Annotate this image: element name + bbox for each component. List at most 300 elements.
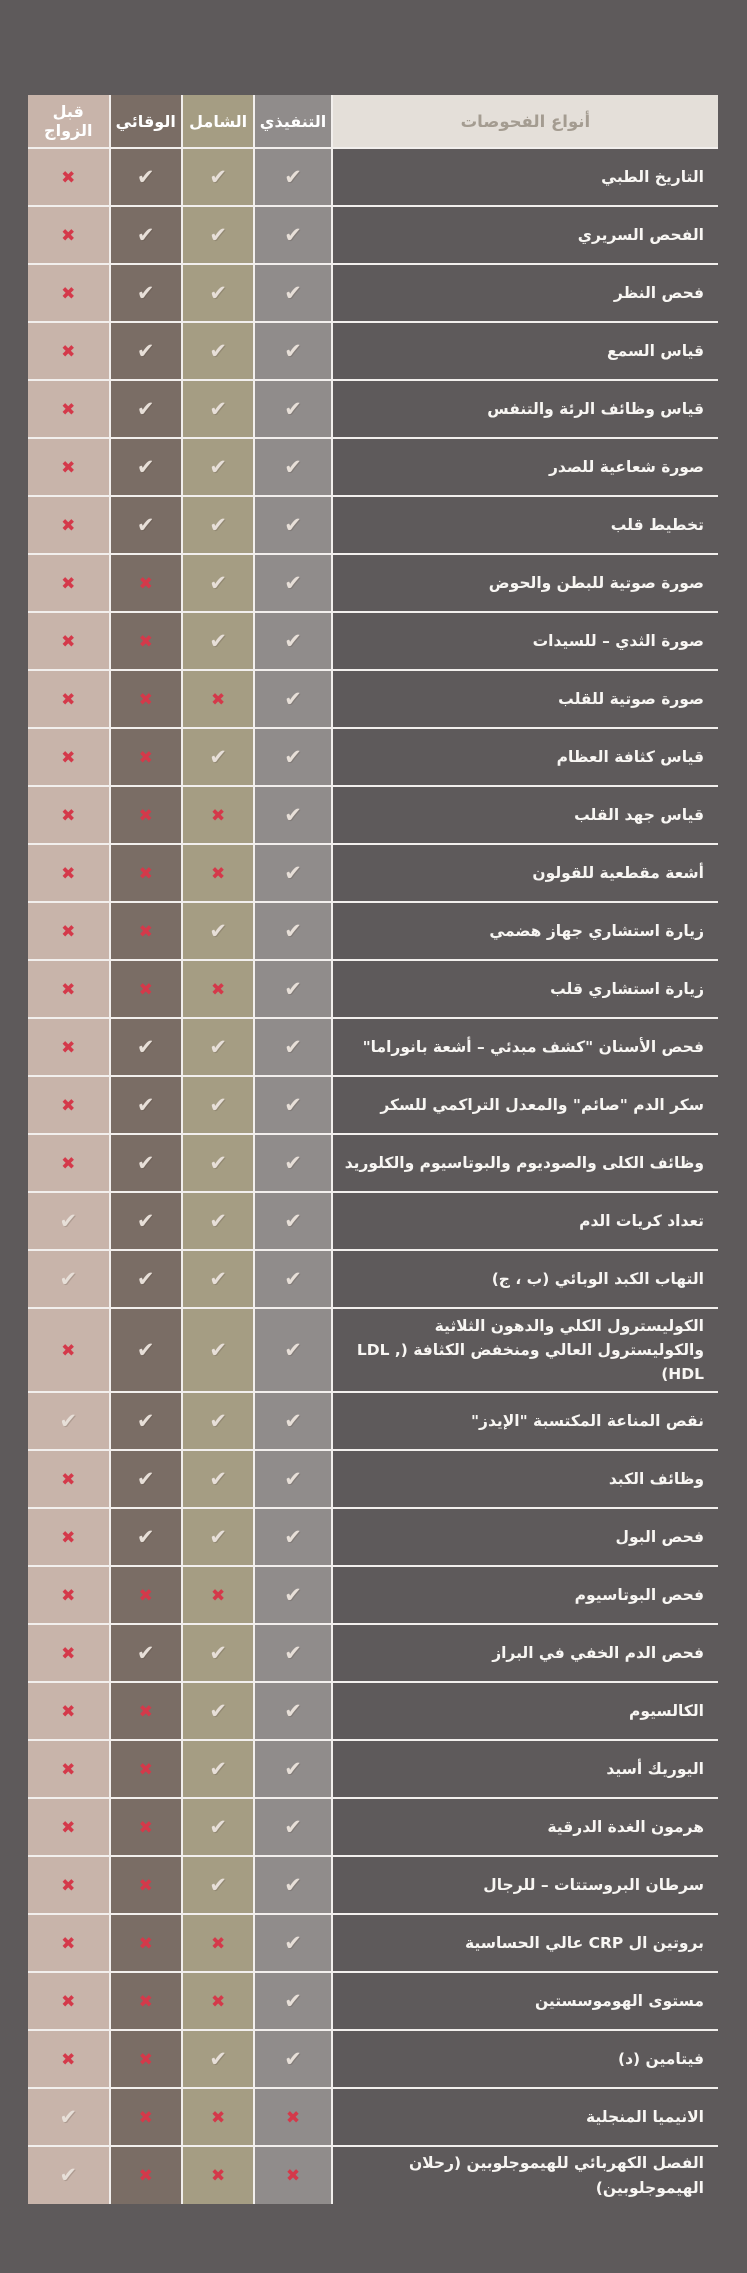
check-icon: ✔ xyxy=(59,1408,78,1433)
mark-cell-executive xyxy=(254,554,331,612)
mark-cell-executive xyxy=(254,496,331,554)
mark-cell-premarital xyxy=(28,670,110,728)
mark-cell-preventive xyxy=(110,1682,182,1740)
cross-icon: ✖ xyxy=(61,225,76,246)
mark-cell-executive xyxy=(254,786,331,844)
check-icon: ✔ xyxy=(284,396,302,421)
mark-cell-comprehensive xyxy=(182,2088,254,2146)
mark-cell-executive xyxy=(254,670,331,728)
table-row xyxy=(28,1134,718,1192)
cross-icon: ✖ xyxy=(61,863,76,884)
table-row xyxy=(28,1566,718,1624)
mark-cell-preventive xyxy=(110,2088,182,2146)
mark-cell-premarital xyxy=(28,380,110,438)
cross-icon: ✖ xyxy=(211,1991,226,2012)
table-row xyxy=(28,496,718,554)
table-row xyxy=(28,380,718,438)
mark-cell-premarital xyxy=(28,1508,110,1566)
table-row xyxy=(28,1250,718,1308)
cross-icon: ✖ xyxy=(138,1701,153,1722)
checkup-comparison-table xyxy=(28,95,718,2204)
mark-cell-comprehensive xyxy=(182,844,254,902)
table-row xyxy=(28,148,718,206)
check-icon: ✔ xyxy=(59,1208,78,1233)
mark-cell-executive xyxy=(254,844,331,902)
check-icon: ✔ xyxy=(209,222,227,247)
exam-name: وظائف الكلى والصوديوم والبوتاسيوم والكلوريد xyxy=(332,1134,718,1192)
mark-cell-preventive xyxy=(110,206,182,264)
cross-icon: ✖ xyxy=(138,2049,153,2070)
mark-cell-executive xyxy=(254,1740,331,1798)
table-row xyxy=(28,1856,718,1914)
cross-icon: ✖ xyxy=(61,1095,76,1116)
check-icon: ✔ xyxy=(136,280,155,305)
check-icon: ✔ xyxy=(209,2046,227,2071)
cross-icon: ✖ xyxy=(61,1340,76,1361)
check-icon: ✔ xyxy=(136,1337,155,1362)
mark-cell-comprehensive xyxy=(182,1566,254,1624)
mark-cell-premarital xyxy=(28,264,110,322)
mark-cell-premarital xyxy=(28,438,110,496)
cross-icon: ✖ xyxy=(138,863,153,884)
mark-cell-preventive xyxy=(110,1076,182,1134)
cross-icon: ✖ xyxy=(61,167,76,188)
table-row xyxy=(28,1972,718,2030)
mark-cell-preventive xyxy=(110,1192,182,1250)
cross-icon: ✖ xyxy=(138,2107,153,2128)
check-icon: ✔ xyxy=(59,1266,78,1291)
cross-icon: ✖ xyxy=(61,747,76,768)
mark-cell-preventive xyxy=(110,1450,182,1508)
cross-icon: ✖ xyxy=(61,1527,76,1548)
mark-cell-executive xyxy=(254,438,331,496)
check-icon: ✔ xyxy=(209,628,227,653)
exam-name: فحص البوتاسيوم xyxy=(332,1566,718,1624)
mark-cell-executive xyxy=(254,380,331,438)
cross-icon: ✖ xyxy=(211,689,226,710)
table-row xyxy=(28,1450,718,1508)
mark-cell-comprehensive xyxy=(182,1076,254,1134)
cross-icon: ✖ xyxy=(61,1469,76,1490)
mark-cell-executive xyxy=(254,612,331,670)
cross-icon: ✖ xyxy=(138,921,153,942)
mark-cell-preventive xyxy=(110,554,182,612)
check-icon: ✔ xyxy=(136,338,155,363)
mark-cell-executive xyxy=(254,728,331,786)
mark-cell-premarital xyxy=(28,1740,110,1798)
check-icon: ✔ xyxy=(209,570,227,595)
cross-icon: ✖ xyxy=(138,1585,153,1606)
mark-cell-premarital xyxy=(28,322,110,380)
mark-cell-executive xyxy=(254,1308,331,1392)
table-row xyxy=(28,902,718,960)
exam-name: هرمون الغدة الدرقية xyxy=(332,1798,718,1856)
mark-cell-premarital xyxy=(28,206,110,264)
mark-cell-premarital xyxy=(28,1566,110,1624)
mark-cell-comprehensive xyxy=(182,322,254,380)
mark-cell-preventive xyxy=(110,1308,182,1392)
mark-cell-preventive xyxy=(110,322,182,380)
check-icon: ✔ xyxy=(136,1524,155,1549)
mark-cell-comprehensive xyxy=(182,496,254,554)
check-icon: ✔ xyxy=(284,1408,302,1433)
mark-cell-premarital xyxy=(28,844,110,902)
exam-name: صورة الثدي – للسيدات xyxy=(332,612,718,670)
cross-icon: ✖ xyxy=(61,573,76,594)
mark-cell-executive xyxy=(254,1192,331,1250)
mark-cell-preventive xyxy=(110,1740,182,1798)
check-icon: ✔ xyxy=(209,512,227,537)
cross-icon: ✖ xyxy=(61,457,76,478)
cross-icon: ✖ xyxy=(61,2049,76,2070)
check-icon: ✔ xyxy=(284,1988,302,2013)
check-icon: ✔ xyxy=(284,976,302,1001)
check-icon: ✔ xyxy=(209,454,227,479)
mark-cell-comprehensive xyxy=(182,148,254,206)
table-row xyxy=(28,670,718,728)
exam-name: وظائف الكبد xyxy=(332,1450,718,1508)
cross-icon: ✖ xyxy=(61,515,76,536)
column-header-preventive: الوقائي xyxy=(110,95,182,148)
mark-cell-preventive xyxy=(110,1624,182,1682)
cross-icon: ✖ xyxy=(211,2166,226,2186)
check-icon: ✔ xyxy=(284,1208,302,1233)
cross-icon: ✖ xyxy=(138,1933,153,1954)
mark-cell-comprehensive xyxy=(182,1914,254,1972)
check-icon: ✔ xyxy=(284,860,302,885)
cross-icon: ✖ xyxy=(211,863,226,884)
check-icon: ✔ xyxy=(209,338,227,363)
table-row xyxy=(28,1192,718,1250)
cross-icon: ✖ xyxy=(211,2107,226,2128)
mark-cell-comprehensive xyxy=(182,1018,254,1076)
mark-cell-preventive xyxy=(110,1250,182,1308)
mark-cell-premarital xyxy=(28,1250,110,1308)
table-row xyxy=(28,1682,718,1740)
exam-name: زيارة استشاري قلب xyxy=(332,960,718,1018)
mark-cell-premarital xyxy=(28,612,110,670)
cross-icon: ✖ xyxy=(61,689,76,710)
cross-icon: ✖ xyxy=(138,1759,153,1780)
mark-cell-premarital xyxy=(28,1972,110,2030)
check-icon: ✔ xyxy=(209,1524,227,1549)
mark-cell-premarital xyxy=(28,1624,110,1682)
mark-cell-premarital xyxy=(28,496,110,554)
mark-cell-preventive xyxy=(110,264,182,322)
check-icon: ✔ xyxy=(209,1150,227,1175)
table-row xyxy=(28,786,718,844)
cross-icon: ✖ xyxy=(61,805,76,826)
check-icon: ✔ xyxy=(284,570,302,595)
check-icon: ✔ xyxy=(136,454,155,479)
mark-cell-premarital xyxy=(28,1018,110,1076)
cross-icon: ✖ xyxy=(61,1875,76,1896)
mark-cell-preventive xyxy=(110,1798,182,1856)
check-icon: ✔ xyxy=(284,802,302,827)
exam-name: تعداد كريات الدم xyxy=(332,1192,718,1250)
mark-cell-premarital xyxy=(28,1450,110,1508)
cross-icon: ✖ xyxy=(61,1759,76,1780)
cross-icon: ✖ xyxy=(138,979,153,1000)
check-icon: ✔ xyxy=(209,1756,227,1781)
mark-cell-premarital xyxy=(28,2030,110,2088)
mark-cell-preventive xyxy=(110,960,182,1018)
table-row xyxy=(28,438,718,496)
mark-cell-comprehensive xyxy=(182,670,254,728)
mark-cell-premarital xyxy=(28,2088,110,2146)
check-icon: ✔ xyxy=(136,222,155,247)
mark-cell-comprehensive xyxy=(182,264,254,322)
mark-cell-preventive xyxy=(110,2030,182,2088)
mark-cell-executive xyxy=(254,1972,331,2030)
table-row xyxy=(28,1076,718,1134)
cross-icon: ✖ xyxy=(61,1933,76,1954)
mark-cell-preventive xyxy=(110,1018,182,1076)
cross-icon: ✖ xyxy=(61,1817,76,1838)
mark-cell-preventive xyxy=(110,1134,182,1192)
mark-cell-comprehensive xyxy=(182,1508,254,1566)
mark-cell-executive xyxy=(254,2030,331,2088)
mark-cell-executive xyxy=(254,960,331,1018)
exam-name: فحص الأسنان "كشف مبدئي – أشعة بانوراما" xyxy=(332,1018,718,1076)
exam-name: الفحص السريري xyxy=(332,206,718,264)
mark-cell-premarital xyxy=(28,554,110,612)
exam-name: قياس السمع xyxy=(332,322,718,380)
check-icon: ✔ xyxy=(209,1266,227,1291)
mark-cell-comprehensive xyxy=(182,786,254,844)
mark-cell-executive xyxy=(254,1018,331,1076)
mark-cell-preventive xyxy=(110,844,182,902)
check-icon: ✔ xyxy=(284,1150,302,1175)
exam-name: أشعة مقطعية للقولون xyxy=(332,844,718,902)
check-icon: ✔ xyxy=(209,1034,227,1059)
mark-cell-comprehensive xyxy=(182,380,254,438)
mark-cell-preventive xyxy=(110,728,182,786)
check-icon: ✔ xyxy=(284,1582,302,1607)
check-icon: ✔ xyxy=(284,1337,302,1362)
check-icon: ✔ xyxy=(136,1466,155,1491)
table-row xyxy=(28,1392,718,1450)
mark-cell-comprehensive xyxy=(182,1192,254,1250)
exam-name: الكالسيوم xyxy=(332,1682,718,1740)
check-icon: ✔ xyxy=(209,918,227,943)
mark-cell-comprehensive xyxy=(182,554,254,612)
mark-cell-preventive xyxy=(110,670,182,728)
check-icon: ✔ xyxy=(284,1092,302,1117)
cross-icon: ✖ xyxy=(138,1875,153,1896)
exam-name: نقص المناعة المكتسبة "الإيدز" xyxy=(332,1392,718,1450)
mark-cell-comprehensive xyxy=(182,1250,254,1308)
mark-cell-comprehensive xyxy=(182,1392,254,1450)
table-row xyxy=(28,264,718,322)
cross-icon: ✖ xyxy=(61,1585,76,1606)
exam-name: سرطان البروستتات – للرجال xyxy=(332,1856,718,1914)
mark-cell-preventive xyxy=(110,786,182,844)
cross-icon: ✖ xyxy=(285,2166,301,2186)
exam-name: التهاب الكبد الوبائي (ب ، ج) xyxy=(332,1250,718,1308)
cross-icon: ✖ xyxy=(285,2107,301,2128)
table-row xyxy=(28,206,718,264)
cross-icon: ✖ xyxy=(61,631,76,652)
exam-name: فحص الدم الخفي في البراز xyxy=(332,1624,718,1682)
mark-cell-comprehensive xyxy=(182,1798,254,1856)
mark-cell-premarital xyxy=(28,786,110,844)
mark-cell-executive xyxy=(254,1566,331,1624)
mark-cell-executive xyxy=(254,1624,331,1682)
cross-icon: ✖ xyxy=(138,631,153,652)
cross-icon: ✖ xyxy=(138,2166,153,2186)
mark-cell-premarital xyxy=(28,1856,110,1914)
mark-cell-executive xyxy=(254,264,331,322)
table-row xyxy=(28,1018,718,1076)
mark-cell-premarital xyxy=(28,2146,110,2204)
table-row xyxy=(28,554,718,612)
table-row xyxy=(28,2146,718,2204)
cross-icon: ✖ xyxy=(61,341,76,362)
mark-cell-preventive xyxy=(110,612,182,670)
check-icon: ✔ xyxy=(284,1266,302,1291)
check-icon: ✔ xyxy=(284,1698,302,1723)
cross-icon: ✖ xyxy=(138,805,153,826)
mark-cell-preventive xyxy=(110,1508,182,1566)
mark-cell-preventive xyxy=(110,902,182,960)
table-row xyxy=(28,960,718,1018)
mark-cell-comprehensive xyxy=(182,2030,254,2088)
mark-cell-preventive xyxy=(110,1856,182,1914)
table-row xyxy=(28,844,718,902)
mark-cell-premarital xyxy=(28,1192,110,1250)
mark-cell-comprehensive xyxy=(182,1450,254,1508)
check-icon: ✔ xyxy=(209,1092,227,1117)
column-header-comprehensive: الشامل xyxy=(182,95,254,148)
check-icon: ✔ xyxy=(209,1208,227,1233)
check-icon: ✔ xyxy=(136,396,155,421)
check-icon: ✔ xyxy=(209,164,227,189)
exam-name: قياس كثافة العظام xyxy=(332,728,718,786)
table-row xyxy=(28,1914,718,1972)
exam-name: بروتين ال CRP عالي الحساسية xyxy=(332,1914,718,1972)
table-row xyxy=(28,612,718,670)
mark-cell-preventive xyxy=(110,1914,182,1972)
check-icon: ✔ xyxy=(209,1698,227,1723)
table-row xyxy=(28,1740,718,1798)
mark-cell-executive xyxy=(254,1392,331,1450)
check-icon: ✔ xyxy=(284,628,302,653)
table-row xyxy=(28,1508,718,1566)
mark-cell-preventive xyxy=(110,496,182,554)
exam-name: الانيميا المنجلية xyxy=(332,2088,718,2146)
check-icon: ✔ xyxy=(284,222,302,247)
cross-icon: ✖ xyxy=(138,747,153,768)
mark-cell-premarital xyxy=(28,1076,110,1134)
check-icon: ✔ xyxy=(59,2163,78,2187)
mark-cell-comprehensive xyxy=(182,2146,254,2204)
mark-cell-executive xyxy=(254,1450,331,1508)
exam-name: اليوريك أسيد xyxy=(332,1740,718,1798)
table-row xyxy=(28,322,718,380)
cross-icon: ✖ xyxy=(61,1991,76,2012)
cross-icon: ✖ xyxy=(61,1701,76,1722)
cross-icon: ✖ xyxy=(211,979,226,1000)
cross-icon: ✖ xyxy=(61,921,76,942)
mark-cell-executive xyxy=(254,322,331,380)
exam-name: فحص النظر xyxy=(332,264,718,322)
mark-cell-executive xyxy=(254,1798,331,1856)
check-icon: ✔ xyxy=(136,1092,155,1117)
cross-icon: ✖ xyxy=(211,1933,226,1954)
table-row xyxy=(28,2088,718,2146)
mark-cell-comprehensive xyxy=(182,612,254,670)
exam-name: الفصل الكهربائي للهيموجلوبين (رحلان الهيموجلوبين) xyxy=(408,2154,704,2197)
table-body xyxy=(28,148,718,2204)
check-icon: ✔ xyxy=(136,1640,155,1665)
check-icon: ✔ xyxy=(284,1930,302,1955)
table-row xyxy=(28,1308,718,1392)
table-row xyxy=(28,1624,718,1682)
check-icon: ✔ xyxy=(136,1208,155,1233)
mark-cell-executive xyxy=(254,1508,331,1566)
exam-name: سكر الدم "صائم" والمعدل التراكمي للسكر xyxy=(332,1076,718,1134)
mark-cell-executive xyxy=(254,1856,331,1914)
cross-icon: ✖ xyxy=(61,1037,76,1058)
cross-icon: ✖ xyxy=(211,1585,226,1606)
check-icon: ✔ xyxy=(284,280,302,305)
exam-name: زيارة استشاري جهاز هضمي xyxy=(332,902,718,960)
exam-name: التاريخ الطبي xyxy=(332,148,718,206)
mark-cell-premarital xyxy=(28,902,110,960)
cross-icon: ✖ xyxy=(61,283,76,304)
mark-cell-executive xyxy=(254,1076,331,1134)
header-row xyxy=(28,95,718,148)
check-icon: ✔ xyxy=(284,512,302,537)
mark-cell-executive xyxy=(254,1134,331,1192)
cross-icon: ✖ xyxy=(138,573,153,594)
mark-cell-premarital xyxy=(28,1392,110,1450)
mark-cell-comprehensive xyxy=(182,1856,254,1914)
check-icon: ✔ xyxy=(284,338,302,363)
mark-cell-comprehensive xyxy=(182,1134,254,1192)
mark-cell-premarital xyxy=(28,1682,110,1740)
cross-icon: ✖ xyxy=(138,1991,153,2012)
mark-cell-preventive xyxy=(110,438,182,496)
mark-cell-preventive xyxy=(110,148,182,206)
check-icon: ✔ xyxy=(136,1150,155,1175)
mark-cell-comprehensive xyxy=(182,1682,254,1740)
check-icon: ✔ xyxy=(136,1266,155,1291)
table-row xyxy=(28,1798,718,1856)
mark-cell-executive xyxy=(254,2088,331,2146)
check-icon: ✔ xyxy=(209,396,227,421)
mark-cell-preventive xyxy=(110,1972,182,2030)
mark-cell-comprehensive xyxy=(182,1308,254,1392)
cross-icon: ✖ xyxy=(211,805,226,826)
column-header-exam-types: أنواع الفحوصات xyxy=(332,95,718,148)
mark-cell-premarital xyxy=(28,960,110,1018)
check-icon: ✔ xyxy=(209,1814,227,1839)
check-icon: ✔ xyxy=(284,1814,302,1839)
cross-icon: ✖ xyxy=(61,979,76,1000)
exam-name: قياس جهد القلب xyxy=(332,786,718,844)
mark-cell-comprehensive xyxy=(182,1624,254,1682)
check-icon: ✔ xyxy=(209,1466,227,1491)
mark-cell-premarital xyxy=(28,1308,110,1392)
mark-cell-preventive xyxy=(110,1566,182,1624)
check-icon: ✔ xyxy=(284,1524,302,1549)
check-icon: ✔ xyxy=(284,1756,302,1781)
exam-name: فحص البول xyxy=(332,1508,718,1566)
mark-cell-executive xyxy=(254,1682,331,1740)
table-row xyxy=(28,2030,718,2088)
